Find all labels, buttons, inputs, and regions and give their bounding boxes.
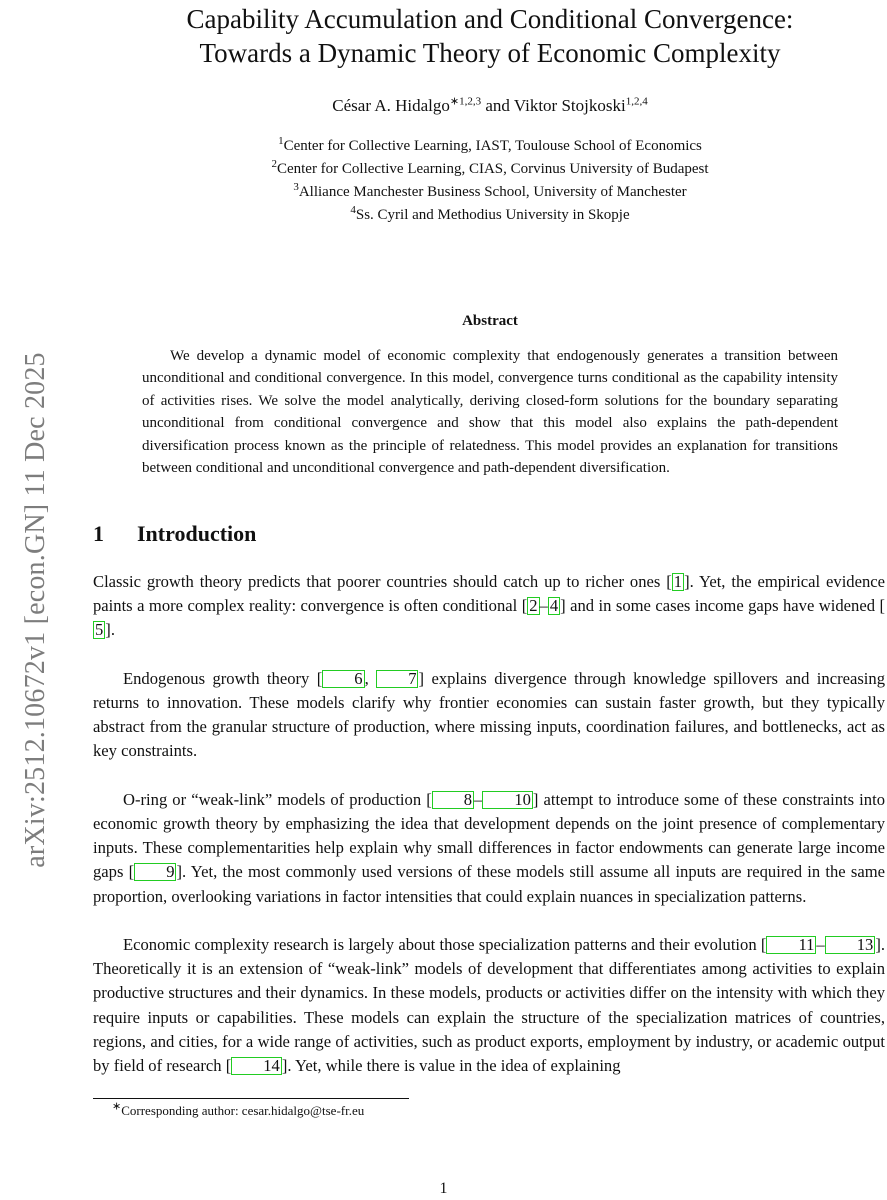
- author-name: Viktor Stojkoski: [513, 96, 626, 115]
- section-heading: [93, 521, 256, 547]
- citation-link[interactable]: 4: [549, 596, 559, 616]
- abstract-text: We develop a dynamic model of economic complexity that endogenously generates a transition between unconditional and conditional convergence. In this model, convergence turns conditional as the capability intensity of activities rises. We solve the model analytically, deriving closed-form solutions for the boundary separating unconditional from conditional convergence and show that this model also explains the path-dependent diversification process known as the principle of relatedness. This model provides an explanation for transitions between conditional and unconditional convergence and path-dependent diversification.: [142, 348, 838, 477]
- paragraph: Economic complexity research is largely about those specialization patterns and their evolution [ 11 – 13 ]. Theoretically it is an extension of “weak-link” models of development that differentiates among activities to explain productive structures and their dynamics. In these models, products or activities differ on the intensity with which they require inputs or capabilities. These models can explain the structure of the specialization matrices of countries, regions, and cities, for a wide range of activities, such as product exports, employment by industry, or academic output by field of research [ 14 ]. Yet, while there is value in the idea of explaining: [93, 935, 885, 1076]
- affiliation-text: Ss. Cyril and Methodius University in Skopje: [355, 207, 630, 223]
- abstract-heading: Abstract: [462, 313, 518, 329]
- citation-link[interactable]: 2: [529, 596, 538, 616]
- footnote: [112, 1102, 364, 1120]
- affiliation-mark: 4: [350, 204, 356, 216]
- affiliation: [110, 181, 870, 204]
- affiliation: [110, 135, 870, 158]
- affiliation-text: Center for Collective Learning, CIAS, Corvinus University of Budapest: [276, 161, 709, 177]
- title-line-1: Capability Accumulation and Conditional Convergence:: [186, 4, 794, 34]
- author-conjunction: and: [481, 96, 514, 115]
- paragraph: Endogenous growth theory [ 6 , 7 ] explains divergence through knowledge spillovers and increasing returns to innovation. These models clarify why frontier economies can sustain faster growth, but they typically abstract from the granular structure of production, where missing inputs, coordination failures, and bottlenecks, act as key constraints.: [93, 668, 885, 761]
- affiliation-text: Center for Collective Learning, IAST, Toulouse School of Economics: [283, 138, 702, 154]
- section-title: Introduction: [137, 521, 257, 546]
- footnote-rule: [93, 1098, 409, 1099]
- citation-link[interactable]: 11: [766, 936, 816, 954]
- footnote-text: Corresponding author: cesar.hidalgo@tse-fr.eu: [121, 1103, 365, 1118]
- affiliation-mark: 2: [271, 158, 277, 170]
- affiliation-mark: 3: [293, 181, 299, 193]
- affiliation-text: Alliance Manchester Business School, University of Manchester: [298, 184, 687, 200]
- citation-link[interactable]: 8: [432, 791, 474, 809]
- author-name: César A. Hidalgo: [332, 96, 450, 115]
- citation-link[interactable]: 1: [673, 572, 683, 591]
- title-line-2: Towards a Dynamic Theory of Economic Complexity: [199, 38, 781, 68]
- citation-link[interactable]: 14: [231, 1057, 282, 1075]
- author-list: [110, 95, 870, 117]
- author-affiliation-marks: ∗1,2,3: [449, 95, 482, 108]
- affiliation-mark: 1: [278, 135, 284, 147]
- citation-link[interactable]: 7: [376, 670, 418, 688]
- arxiv-identifier: arXiv:2512.10672v1 [econ.GN] 11 Dec 2025: [20, 352, 51, 868]
- citation-link[interactable]: 10: [482, 791, 533, 809]
- page-number: 1: [439, 1180, 448, 1197]
- paragraph: Classic growth theory predicts that poorer countries should catch up to richer ones [ 1 ]. Yet, the empirical evidence paints a more complex reality: convergence is often conditional [ 2 – 4 ] and in some cases income gaps have widened [5 ].: [93, 572, 885, 640]
- section-number: 1: [93, 521, 104, 546]
- citation-link[interactable]: 6: [322, 670, 364, 688]
- paragraph: O-ring or “weak-link” models of production [ 8 – 10 ] attempt to introduce some of these constraints into economic growth theory by emphasizing the idea that development depends on the joint presence of complementary inputs. These complementarities help explain why small differences in factor endowments can generate large income gaps [ 9 ]. Yet, the most commonly used versions of these models still assume all inputs are required in the same proportion, overlooking variations in factor intensities that could explain nuances in specialization patterns.: [93, 789, 885, 906]
- body-text: [93, 570, 885, 1102]
- affiliation: [110, 158, 870, 181]
- affiliation: [110, 204, 870, 227]
- author-affiliation-marks: 1,2,4: [625, 95, 648, 108]
- citation-link[interactable]: 5: [95, 620, 104, 640]
- paper-title: [110, 2, 870, 70]
- affiliation-list: [110, 135, 870, 227]
- footnote-mark: ∗: [112, 1100, 122, 1113]
- citation-link[interactable]: 9: [134, 863, 176, 881]
- citation-link[interactable]: 13: [825, 936, 876, 954]
